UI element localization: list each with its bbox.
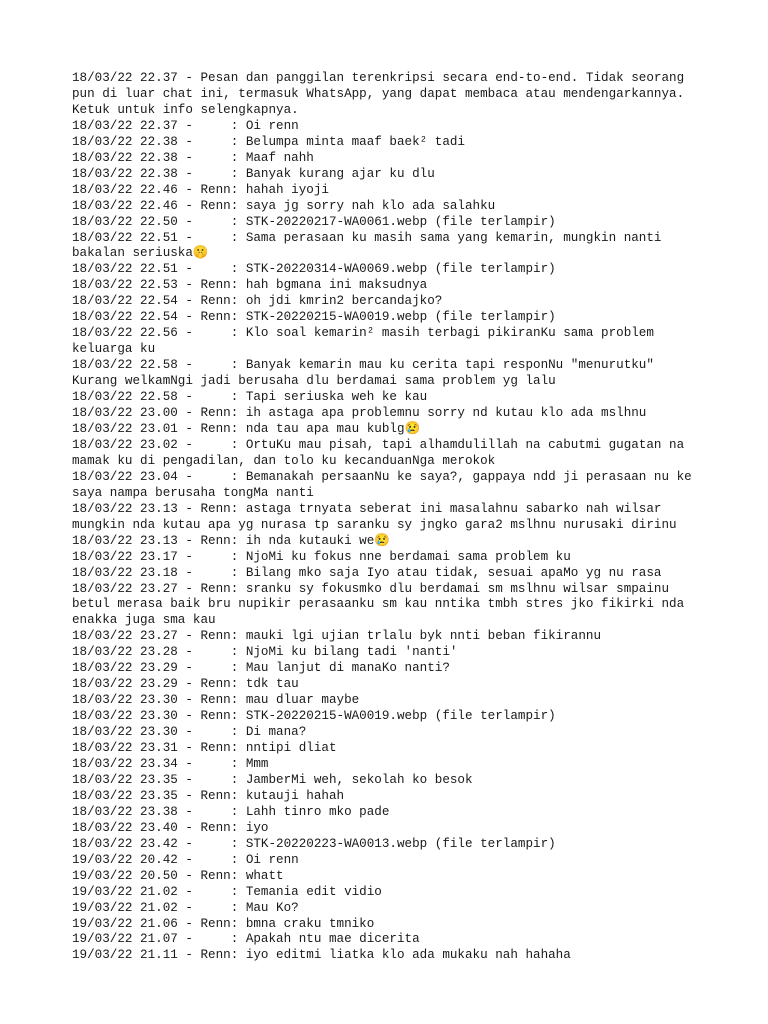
chat-line: 18/03/22 22.38 - : Belumpa minta maaf baek² tadi (72, 134, 465, 149)
chat-line: 18/03/22 23.31 - Renn: nntipi dliat (72, 741, 337, 756)
chat-line: 18/03/22 23.28 - : NjoMi ku bilang tadi 'nanti' (72, 645, 458, 660)
chat-line: 18/03/22 22.38 - : Maaf nahh (72, 150, 314, 165)
chat-line: 18/03/22 22.37 - Pesan dan panggilan terenkripsi secara end-to-end. Tidak seorang pun di luar chat ini, termasuk WhatsApp, yang dapat membaca atau mendengarkannya. Ketuk untuk info selengkapnya. (72, 71, 692, 117)
chat-line: 18/03/22 22.51 - : Sama perasaan ku masih sama yang kemarin, mungkin nanti bakalan seriuska🤫 (72, 230, 670, 261)
chat-line: 18/03/22 23.27 - Renn: mauki lgi ujian trlalu byk nnti beban fikirannu (72, 629, 602, 644)
chat-line: 18/03/22 23.01 - Renn: nda tau apa mau kublg😢 (72, 421, 421, 436)
chat-line: 18/03/22 22.38 - : Banyak kurang ajar ku dlu (72, 166, 435, 181)
chat-line: 18/03/22 22.53 - Renn: hah bgmana ini maksudnya (72, 278, 428, 293)
chat-line: 18/03/22 23.00 - Renn: ih astaga apa problemnu sorry nd kutau klo ada mslhnu (72, 406, 647, 421)
chat-line: 18/03/22 23.18 - : Bilang mko saja Iyo atau tidak, sesuai apaMo yg nu rasa (72, 565, 662, 580)
chat-line: 18/03/22 23.13 - Renn: astaga trnyata seberat ini masalahnu sabarko nah wilsar mungkin nda kutau apa yg nurasa tp saranku sy jngko gara2 mslhnu nurusaki dirinu (72, 501, 677, 532)
chat-line: 18/03/22 22.54 - Renn: STK-20220215-WA0019.webp (file terlampir) (72, 310, 556, 325)
chat-line: 18/03/22 23.29 - Renn: tdk tau (72, 677, 299, 692)
chat-line: 19/03/22 21.02 - : Temania edit vidio (72, 884, 382, 899)
chat-line: 18/03/22 23.29 - : Mau lanjut di manaKo nanti? (72, 661, 450, 676)
chat-line: 18/03/22 22.58 - : Tapi seriuska weh ke kau (72, 390, 428, 405)
chat-line: 18/03/22 23.35 - : JamberMi weh, sekolah ko besok (72, 772, 473, 787)
chat-line: 18/03/22 22.46 - Renn: hahah iyoji (72, 182, 329, 197)
chat-line: 19/03/22 21.11 - Renn: iyo editmi liatka klo ada mukaku nah hahaha (72, 948, 571, 963)
chat-line: 18/03/22 22.51 - : STK-20220314-WA0069.webp (file terlampir) (72, 262, 556, 277)
chat-line: 19/03/22 21.06 - Renn: bmna craku tmniko (72, 916, 375, 931)
chat-line: 18/03/22 22.56 - : Klo soal kemarin² masih terbagi pikiranKu sama problem keluarga ku (72, 326, 662, 357)
chat-line: 18/03/22 23.38 - : Lahh tinro mko pade (72, 804, 390, 819)
chat-line: 19/03/22 21.02 - : Mau Ko? (72, 900, 299, 915)
chat-line: 18/03/22 23.30 - Renn: STK-20220215-WA0019.webp (file terlampir) (72, 709, 556, 724)
chat-line: 19/03/22 20.50 - Renn: whatt (72, 868, 284, 883)
chat-line: 18/03/22 23.40 - Renn: iyo (72, 820, 269, 835)
chat-line: 18/03/22 22.46 - Renn: saya jg sorry nah klo ada salahku (72, 198, 496, 213)
chat-line: 18/03/22 22.50 - : STK-20220217-WA0061.webp (file terlampir) (72, 214, 556, 229)
chat-line: 18/03/22 23.17 - : NjoMi ku fokus nne berdamai sama problem ku (72, 549, 571, 564)
chat-line: 18/03/22 23.30 - Renn: mau dluar maybe (72, 693, 360, 708)
chat-line: 18/03/22 23.35 - Renn: kutauji hahah (72, 788, 345, 803)
chat-line: 18/03/22 23.42 - : STK-20220223-WA0013.webp (file terlampir) (72, 836, 556, 851)
chat-line: 18/03/22 22.58 - : Banyak kemarin mau ku cerita tapi responNu "menurutku" Kurang welkamNgi jadi berusaha dlu berdamai sama problem yg lalu (72, 358, 662, 389)
chat-line: 18/03/22 23.27 - Renn: sranku sy fokusmko dlu berdamai sm mslhnu wilsar smpainu betul merasa baik bru nupikir perasaanku sm kau nntika tmbh stres jko fikirki nda enakka juga sma kau (72, 581, 692, 628)
chat-line: 18/03/22 23.04 - : Bemanakah persaanNu ke saya?, gappaya ndd ji perasaan nu ke saya nampa berusaha tongMa nanti (72, 469, 700, 500)
chat-line: 18/03/22 23.30 - : Di mana? (72, 725, 307, 740)
chat-line: 19/03/22 21.07 - : Apakah ntu mae dicerita (72, 932, 420, 947)
chat-line: 18/03/22 23.02 - : OrtuKu mau pisah, tapi alhamdulillah na cabutmi gugatan na mamak ku di pengadilan, dan tolo ku kecanduanNga merokok (72, 437, 692, 468)
chat-log-document (72, 71, 700, 964)
chat-line: 19/03/22 20.42 - : Oi renn (72, 852, 299, 867)
chat-line: 18/03/22 22.54 - Renn: oh jdi kmrin2 bercandajko? (72, 294, 443, 309)
chat-line: 18/03/22 23.13 - Renn: ih nda kutauki we😢 (72, 533, 390, 548)
chat-line: 18/03/22 23.34 - : Mmm (72, 756, 269, 771)
chat-line: 18/03/22 22.37 - : Oi renn (72, 118, 299, 133)
